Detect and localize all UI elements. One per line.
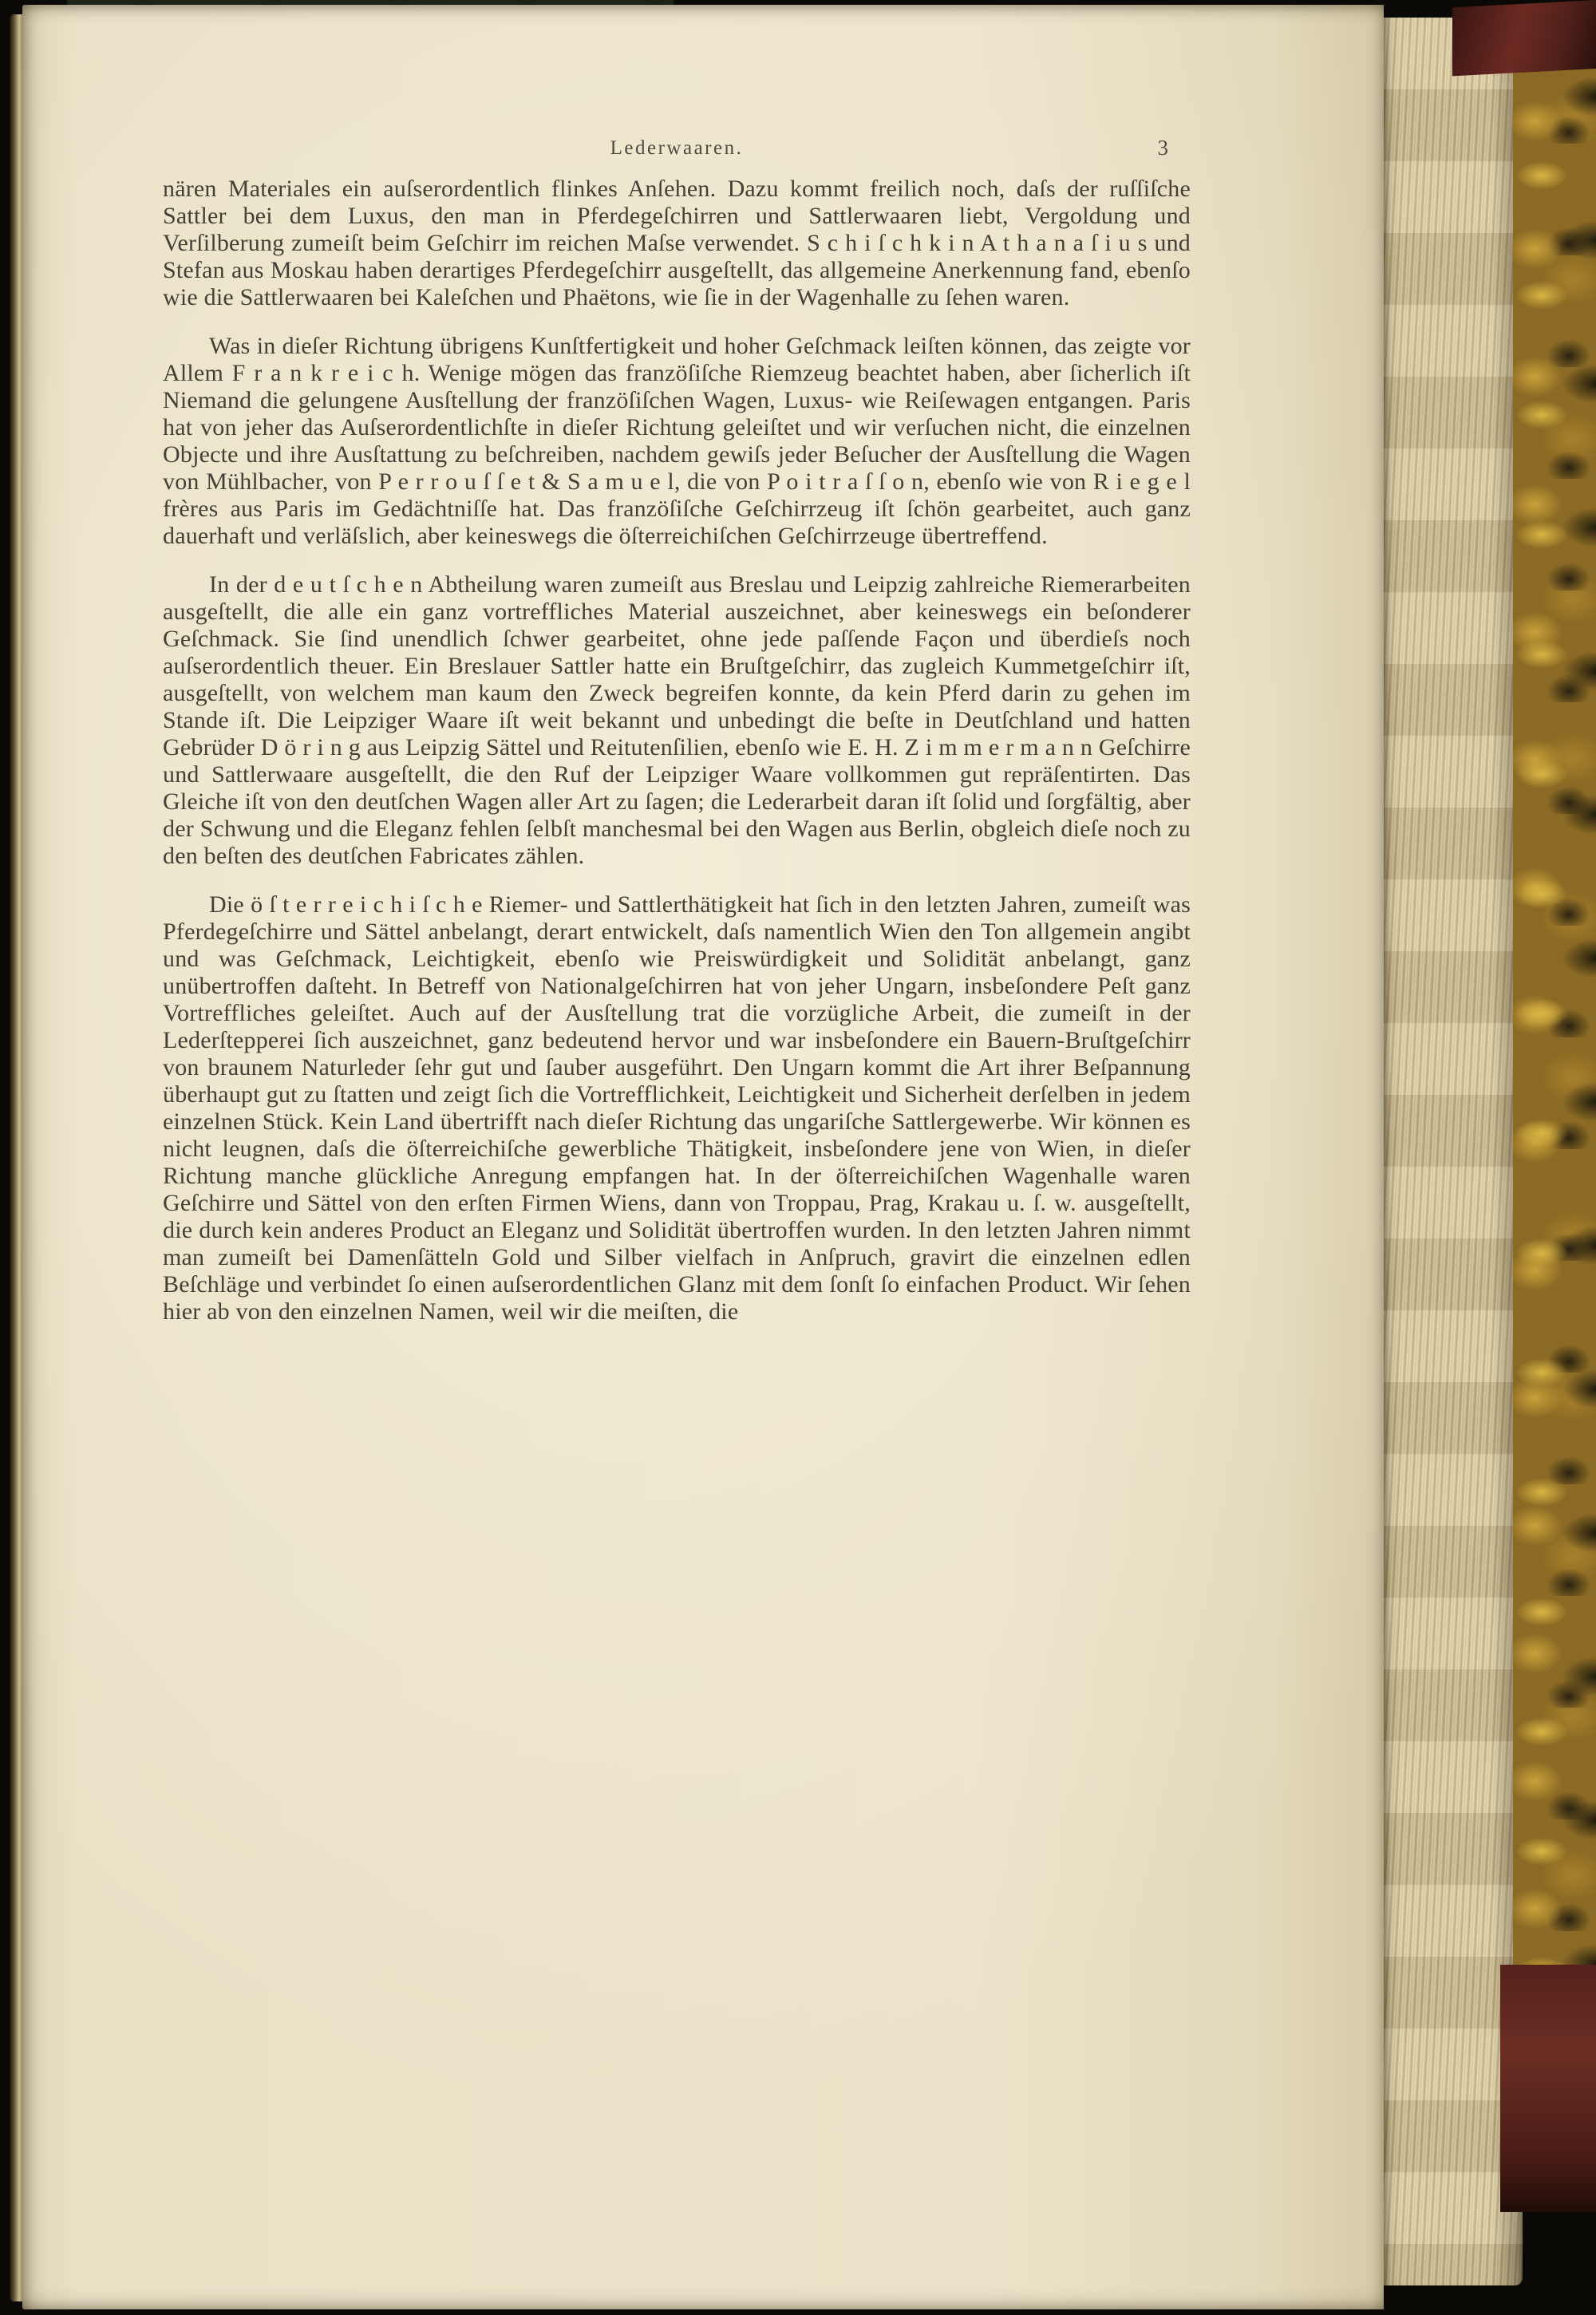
paragraph: nären Materiales ein auſserordentlich flinkes Anſehen. Dazu kommt freilich noch, daſs der ruſſiſche Sattler bei dem Luxus, den man in Pferdegeſchirren und Sattlerwaaren liebt, Vergoldung und Verſilberung zumeiſt beim Geſchirr im reichen Maſse verwendet. S c h i ſ c h k i n A t h a n a ſ i u s und Stefan aus Moskau haben derartiges Pferdegeſchirr ausgeſtellt, das allgemeine Anerkennung fand, ebenſo wie die Sattlerwaaren bei Kaleſchen und Phaëtons, wie ſie in der Wagenhalle zu ſehen waren. (163, 176, 1191, 310)
paragraph: In der d e u t ſ c h e n Abtheilung waren zumeiſt aus Breslau und Leipzig zahlreiche Riemerarbeiten ausgeſtellt, die alle ein ganz vortreffliches Material auszeichnet, aber keineswegs ein beſonderer Geſchmack. Sie ſind unendlich ſchwer gearbeitet, ohne jede paſſende Façon und überdieſs noch auſserordentlich theuer. Ein Breslauer Sattler hatte ein Bruſtgeſchirr, das zugleich Kummetgeſchirr iſt, ausgeſtellt, von welchem man kaum den Zweck begreifen konnte, da kein Pferd darin zu gehen im Stande iſt. Die Leipziger Waare iſt weit bekannt und unbedingt die beſte in Deutſchland und hatten Gebrüder D ö r i n g aus Leipzig Sättel und Reitutenſilien, ebenſo wie E. H. Z i m m e r m a n n Geſchirre und Sattlerwaare ausgeſtellt, die den Ruf der Leipziger Waare vollkommen gut repräſentirten. Das Gleiche iſt von den deutſchen Wagen aller Art zu ſagen; die Lederarbeit daran iſt ſolid und ſorgfältig, aber der Schwung und die Eleganz fehlen ſelbſt manchesmal bei den Wagen aus Berlin, obgleich dieſe noch zu den beſten des deutſchen Fabricates zählen. (163, 571, 1191, 869)
paragraph: Die ö ſ t e r r e i c h i ſ c h e Riemer- und Sattlerthätigkeit hat ſich in den letzten Jahren, zumeiſt was Pferdegeſchirre und Sättel anbelangt, derart entwickelt, daſs namentlich Wien den Ton allgemein angibt und was Geſchmack, Leichtigkeit, ebenſo wie Preiswürdigkeit und Solidität anbelangt, ganz unübertroffen daſteht. In Betreff von Nationalgeſchirren hat von jeher Ungarn, insbeſondere Peſt ganz Vortreffliches geleiſtet. Auch auf der Ausſtellung trat die vorzügliche Arbeit, die zumeiſt in der Lederſtepperei ſich auszeichnet, ganz bedeutend hervor und war insbeſondere ein Bauern-Bruſtgeſchirr von braunem Naturleder ſehr gut und ſauber ausgeführt. Den Ungarn kommt die Art ihrer Beſpannung überhaupt gut zu ſtatten und zeigt ſich die Vortrefflichkeit, Leichtigkeit und Sicherheit derſelben in jedem einzelnen Stück. Kein Land übertrifft nach dieſer Richtung das ungariſche Sattlergewerbe. Wir können es nicht leugnen, daſs die öſterreichiſche gewerbliche Thätigkeit, insbeſondere jene von Wien, in dieſer Richtung manche glückliche Anregung empfangen hat. In der öſterreichiſchen Wagenhalle waren Geſchirre und Sättel von den erſten Firmen Wiens, dann von Troppau, Prag, Krakau u. ſ. w. ausgeſtellt, die durch kein anderes Product an Eleganz und Solidität übertroffen wurden. In den letzten Jahren nimmt man zumeiſt bei Damenſätteln Gold und Silber vielfach in Anſpruch, gravirt die einzelnen edlen Beſchläge und verbindet ſo einen auſserordentlichen Glanz mit dem ſonſt ſo einfachen Product. Wir ſehen hier ab von den einzelnen Namen, weil wir die meiſten, die (163, 891, 1191, 1325)
page-header (163, 137, 1191, 166)
marbled-cover-board (1513, 32, 1596, 1979)
book-fore-edge-pages (1384, 18, 1523, 2285)
previous-page-edge (10, 14, 22, 2301)
leather-corner-top (1452, 0, 1596, 76)
page-number: 3 (1157, 136, 1168, 160)
text-block (163, 176, 1191, 1347)
running-title: Lederwaaren. (610, 137, 744, 159)
book-page (22, 5, 1384, 2309)
leather-corner-bottom (1500, 1965, 1596, 2212)
paragraph: Was in dieſer Richtung übrigens Kunſtfertigkeit und hoher Geſchmack leiſten können, das zeigte vor Allem F r a n k r e i c h. Wenige mögen das franzöſiſche Riemzeug beachtet haben, aber ſicherlich iſt Niemand die gelungene Ausſtellung der franzöſiſchen Wagen, Luxus- wie Reiſewagen entgangen. Paris hat von jeher das Auſserordentlichſte in dieſer Richtung geleiſtet und wir verſuchen nicht, die einzelnen Objecte und ihre Ausſtattung zu beſchreiben, nachdem gewiſs jeder Beſucher der Ausſtellung die Wagen von Mühlbacher, von P e r r o u ſ ſ e t & S a m u e l, die von P o i t r a ſ ſ o n, ebenſo wie von R i e g e l frères aus Paris im Gedächtniſſe hat. Das franzöſiſche Geſchirrzeug iſt ſchön gearbeitet, auch ganz dauerhaft und verläſslich, aber keineswegs die öſterreichiſchen Geſchirrzeuge übertreffend. (163, 333, 1191, 549)
